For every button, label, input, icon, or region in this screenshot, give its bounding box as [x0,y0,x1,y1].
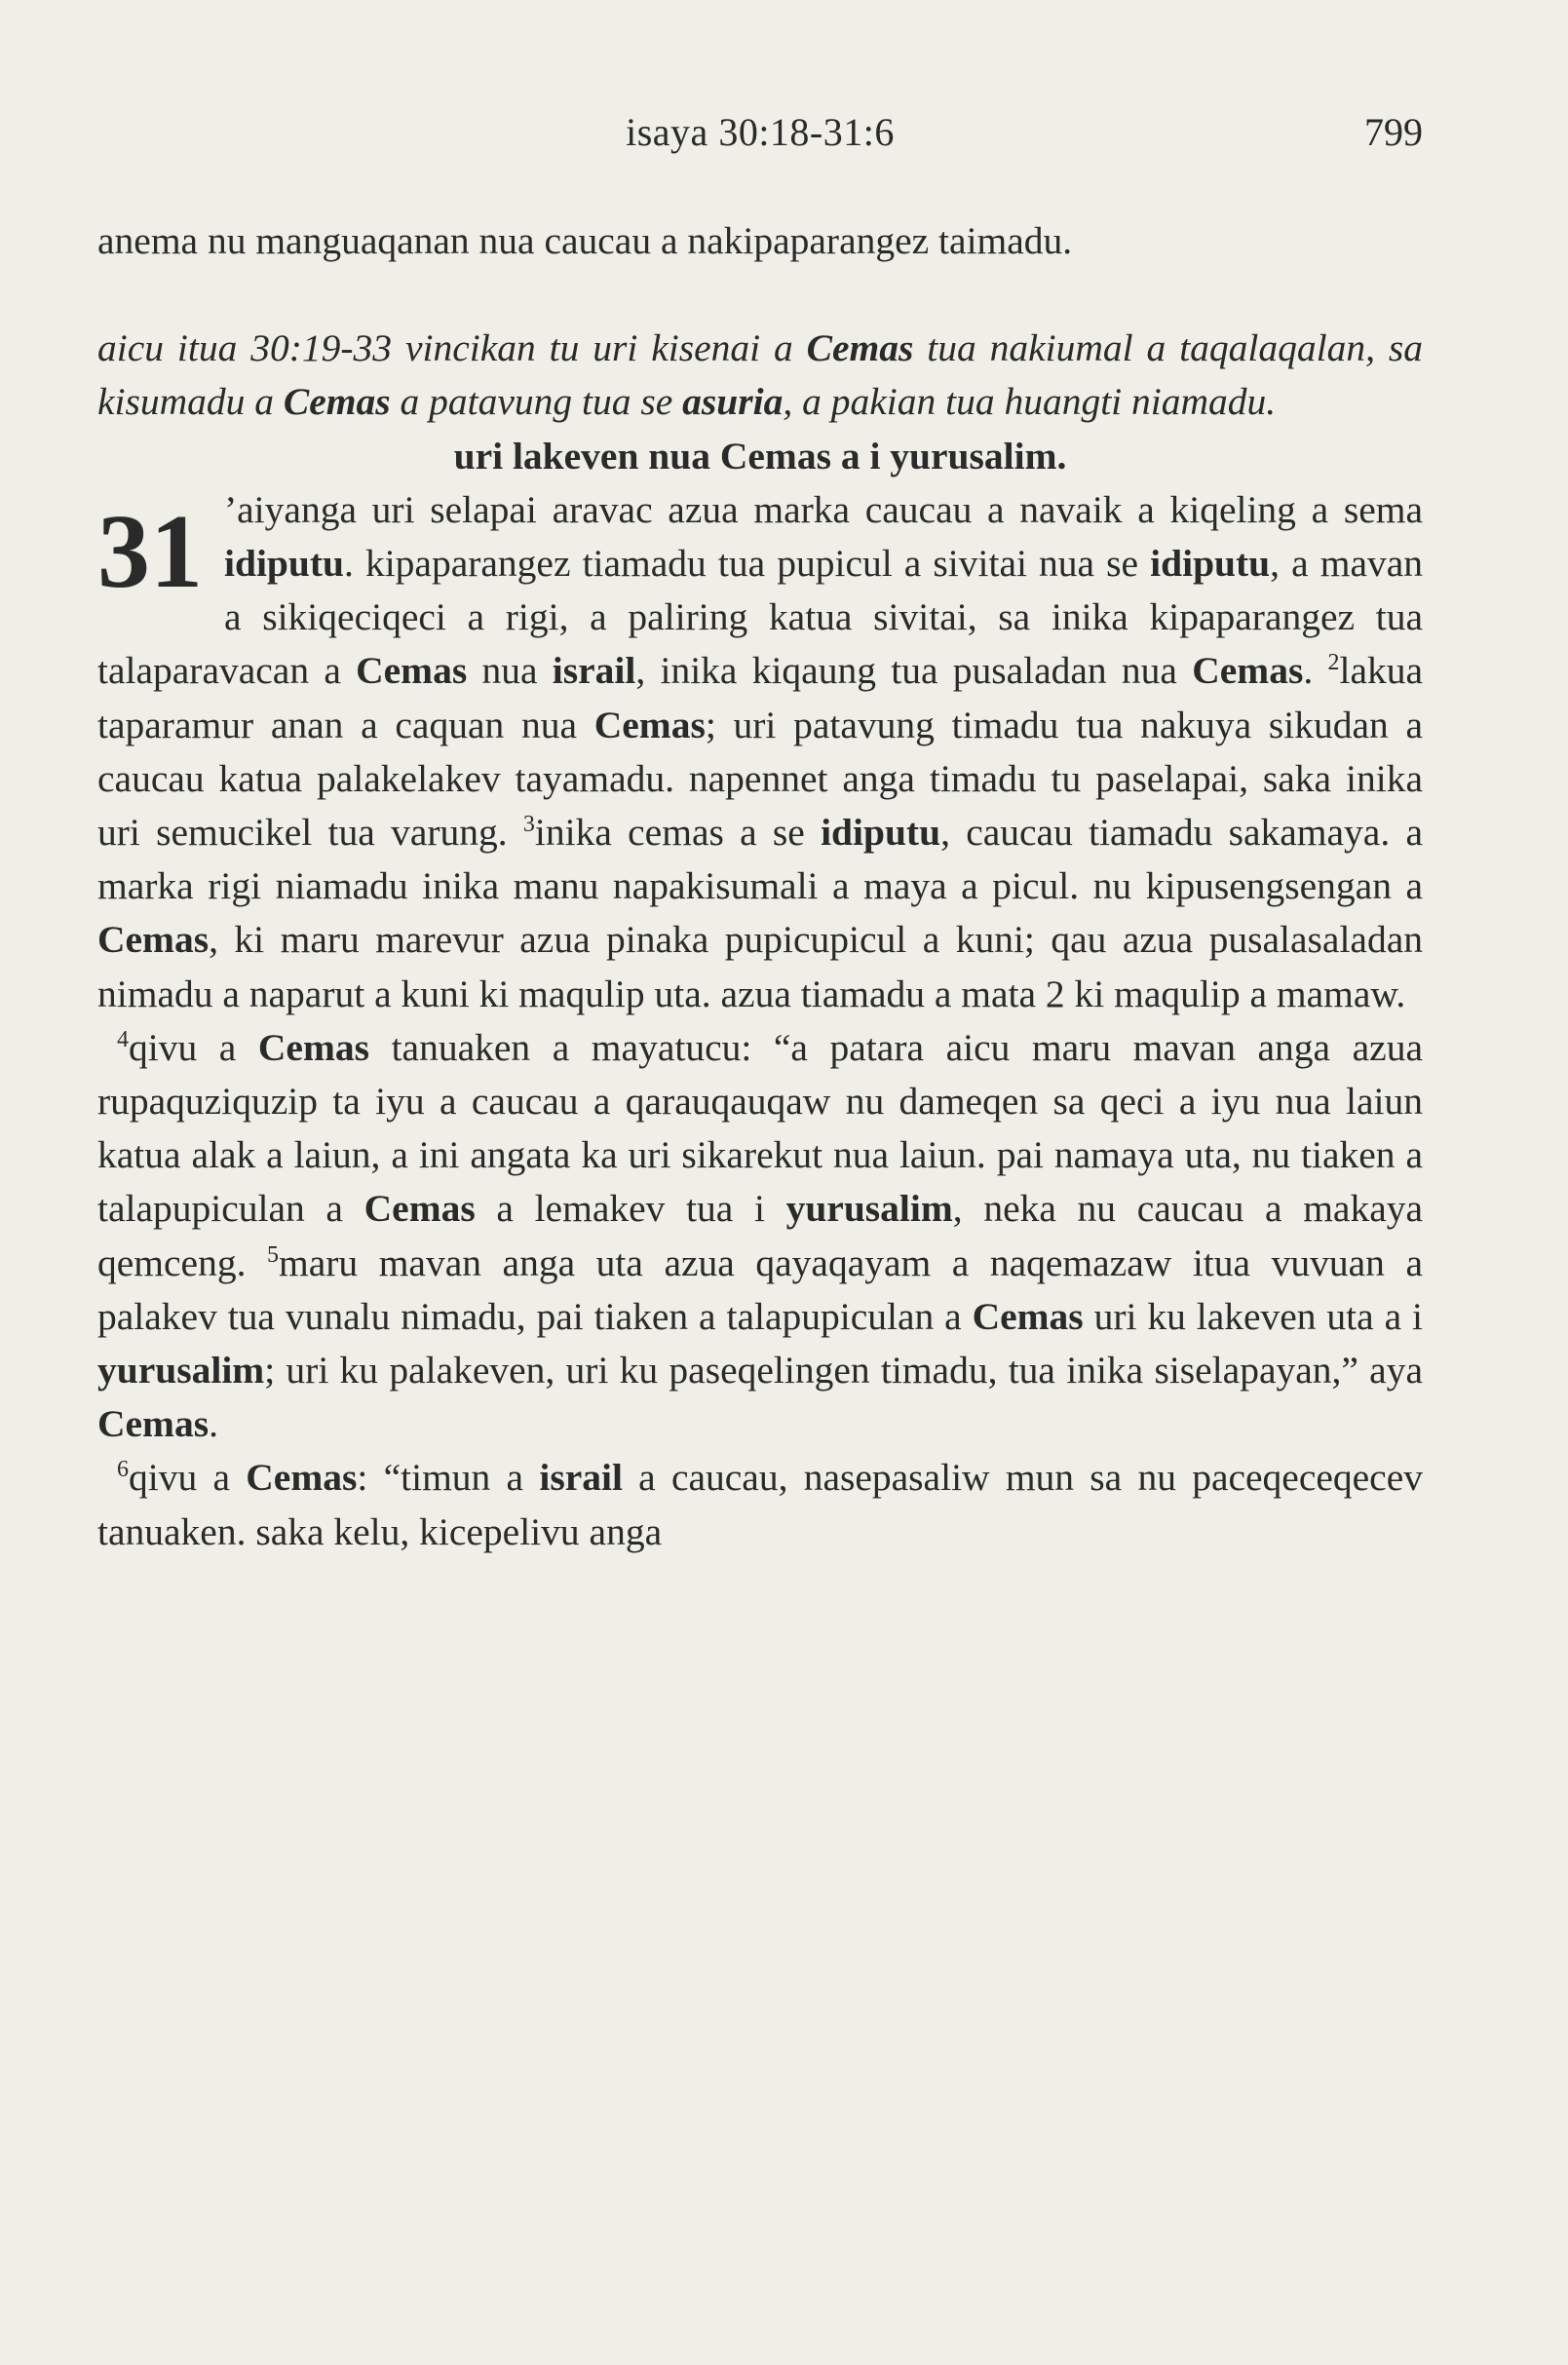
running-head: isaya 30:18-31:6 [626,110,895,154]
verse-number: 6 [117,1457,129,1483]
section-heading: uri lakeven nua Cemas a i yurusalim. [453,434,1067,477]
verse-6-paragraph: $^6$qivu a Cemas: “timun a israil a caucau, nasepasaliw mun sa nu paceqeceqecev tanuaken. saka kelu, kicepelivu anga [97,1456,1423,1553]
chapter-summary: aicu itua 30:19-33 vincikan tu uri kisenai a Cemas tua nakiumal a taqalaqalan, sa kisumadu a Cemas a patavung tua se asuria, a pakian tua huangti niamadu. [97,326,1424,424]
chapter-number: 31 [97,493,203,610]
chapter-31-paragraph: 31 ’aiyanga uri selapai aravac azua marka caucau a navaik a kiqeling a sema idiputu. kipaparangez tiamadu tua pupicul a sivitai nua se idiputu, a mavan a sikiqeciqeci a rigi, a paliring katua sivitai, sa inika kipaparangez tua talaparavacan a Cemas nua israil, inika kiqaung tua pusaladan nua Cemas. $^2$lakua taparamur anan a caquan nua Cemas; uri patavung timadu tua nakuya sikudan a caucau katua palakelakev tayamadu. napennet anga timadu tu paselapai, saka inika uri semucikel tua varung. $^3$inika cemas a se idiputu, caucau tiamadu sakamaya. a marka rigi niamadu inika manu napakisumali a maya a picul. nu kipusengsengan a Cemas, ki maru marevur azua pinaka pupicupicul a kuni; qau azua pusalasaladan nimadu a naparut a kuni ki maqulip uta. azua tiamadu a mata 2 ki maqulip a mamaw. [97,487,1424,1015]
verse-number: 2 [1327,650,1340,676]
verse-4-paragraph: $^4$qivu a Cemas tanuaken a mayatucu: “a patara aicu maru mavan anga azua rupaquziquzip ta iyu a caucau a qarauqauqaw nu dameqen sa qeci a iyu nua laiun katua alak a laiun, a ini angata ka uri sikarekut nua laiun. pai namaya uta, nu tiaken a talapupiculan a Cemas a lemakev tua i yurusalim, neka nu caucau a makaya qemceng. $^5$maru mavan anga uta azua qayaqayam a naqemazaw itua vuvuan a palakev tua vunalu nimadu, pai tiaken a talapupiculan a Cemas uri ku lakeven uta a i yurusalim; uri ku palakeven, uri ku paseqelingen timadu, tua inika siselapayan,” aya Cemas. [97,1025,1424,1446]
page-body [97,214,1423,1559]
continuation-paragraph: anema nu manguaqanan nua caucau a nakipaparangez taimadu. [97,219,1073,262]
page-number: 799 [1364,110,1423,154]
verse-number: 4 [117,1026,129,1052]
verse-number: 5 [267,1241,279,1268]
verse-number: 3 [522,812,535,838]
page-header [97,109,1423,168]
spacer [97,268,1423,322]
